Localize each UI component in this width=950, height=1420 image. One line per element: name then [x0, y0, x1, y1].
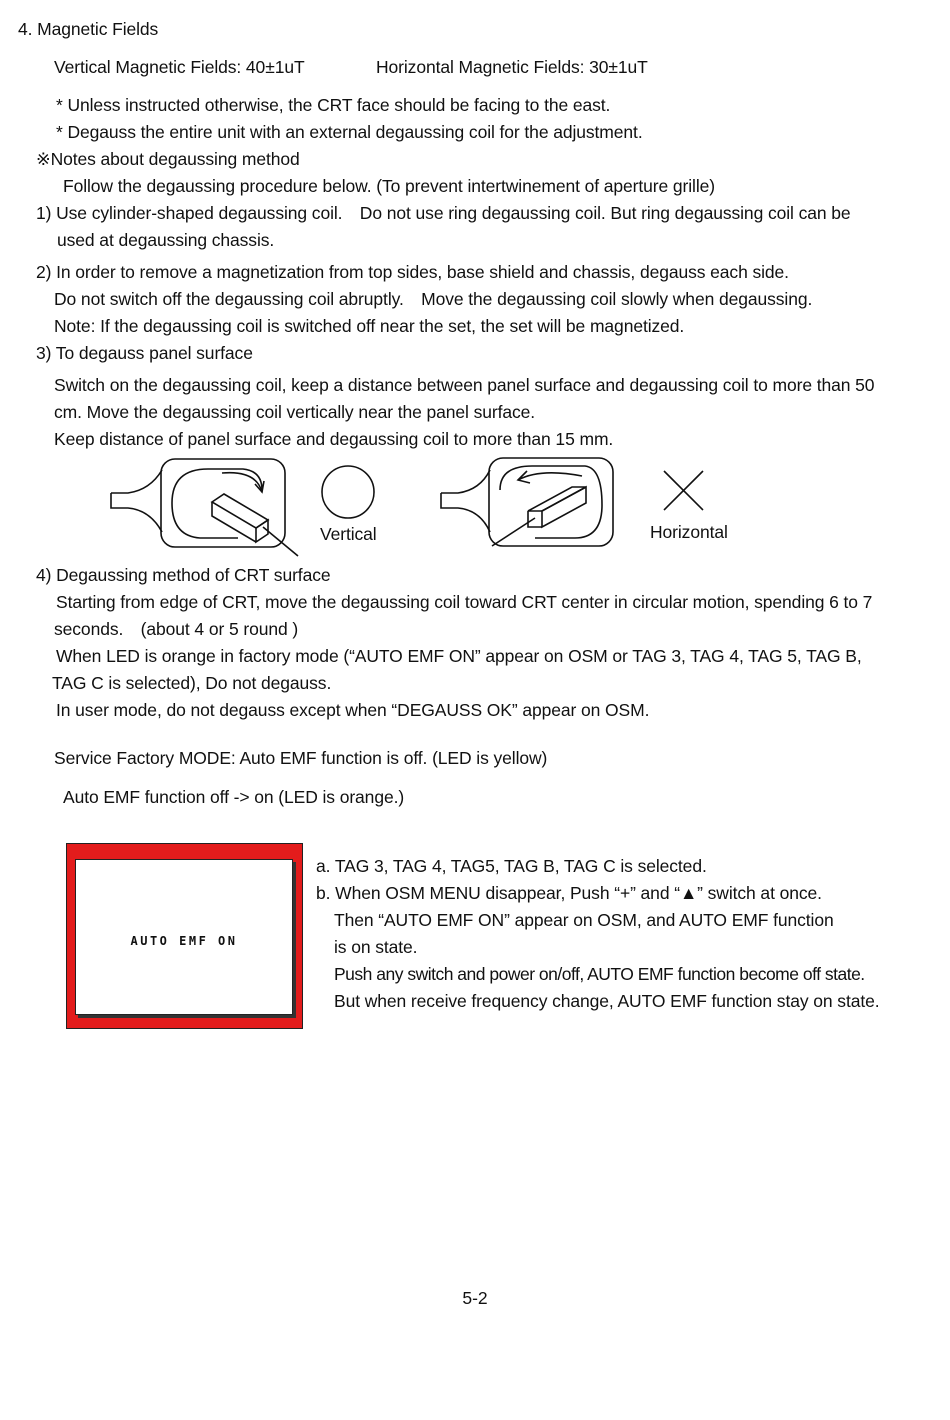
item-4-line: 4) Degaussing method of CRT surface [36, 565, 331, 585]
item-1-line: 1) Use cylinder-shaped degaussing coil. Do not use ring degaussing coil. But ring degaussing coil can be [36, 203, 851, 223]
item-1-line: used at degaussing chassis. [57, 230, 275, 250]
item-3-line: Switch on the degaussing coil, keep a distance between panel surface and degaussing coil to more than 50 [54, 375, 875, 395]
notes-heading: ※Notes about degaussing method [36, 149, 300, 169]
osm-screen-text: AUTO EMF ON [130, 934, 238, 948]
horizontal-field-spec: Horizontal Magnetic Fields: 30±1uT [376, 57, 648, 77]
page-number: 5-2 [462, 1288, 488, 1308]
item-4-line: TAG C is selected), Do not degauss. [52, 673, 332, 693]
section-title: 4. Magnetic Fields [18, 19, 159, 39]
item-2-line: 2) In order to remove a magnetization from top sides, base shield and chassis, degauss each side. [36, 262, 789, 282]
step-line: is on state. [334, 937, 418, 957]
step-line: a. TAG 3, TAG 4, TAG5, TAG B, TAG C is selected. [316, 856, 707, 876]
osm-screen-frame [66, 843, 303, 1029]
item-3-line: cm. Move the degaussing coil vertically near the panel surface. [54, 402, 536, 422]
step-line: Then “AUTO EMF ON” appear on OSM, and AUTO EMF function [334, 910, 834, 930]
item-2-line: Do not switch off the degaussing coil abruptly. Move the degaussing coil slowly when degaussing. [54, 289, 813, 309]
item-4-line: seconds. (about 4 or 5 round ) [54, 619, 299, 639]
bullet-note: * Unless instructed otherwise, the CRT face should be facing to the east. [56, 95, 611, 115]
osm-screen [75, 859, 293, 1015]
item-3-line: Keep distance of panel surface and degaussing coil to more than 15 mm. [54, 429, 614, 449]
vertical-field-spec: Vertical Magnetic Fields: 40±1uT [54, 57, 305, 77]
service-mode-note: Service Factory MODE: Auto EMF function is off. (LED is yellow) [54, 748, 548, 768]
degaussing-diagram [0, 0, 950, 600]
item-4-line: When LED is orange in factory mode (“AUTO EMF ON” appear on OSM or TAG 3, TAG 4, TAG 5, TAG B, [56, 646, 862, 666]
item-3-line: 3) To degauss panel surface [36, 343, 253, 363]
item-4-line: Starting from edge of CRT, move the degaussing coil toward CRT center in circular motion, spending 6 to 7 [56, 592, 873, 612]
auto-emf-note: Auto EMF function off -> on (LED is orange.) [63, 787, 405, 807]
step-line: b. When OSM MENU disappear, Push “+” and “▲” switch at once. [316, 883, 822, 903]
horizontal-label: Horizontal [650, 522, 728, 542]
step-line: But when receive frequency change, AUTO EMF function stay on state. [334, 991, 880, 1011]
step-line: Push any switch and power on/off, AUTO EMF function become off state. [334, 964, 865, 984]
notes-intro: Follow the degaussing procedure below. (To prevent intertwinement of aperture grille) [63, 176, 715, 196]
bullet-note: * Degauss the entire unit with an external degaussing coil for the adjustment. [56, 122, 643, 142]
item-4-line: In user mode, do not degauss except when “DEGAUSS OK” appear on OSM. [56, 700, 650, 720]
vertical-label: Vertical [320, 524, 377, 544]
item-2-line: Note: If the degaussing coil is switched off near the set, the set will be magnetized. [54, 316, 685, 336]
